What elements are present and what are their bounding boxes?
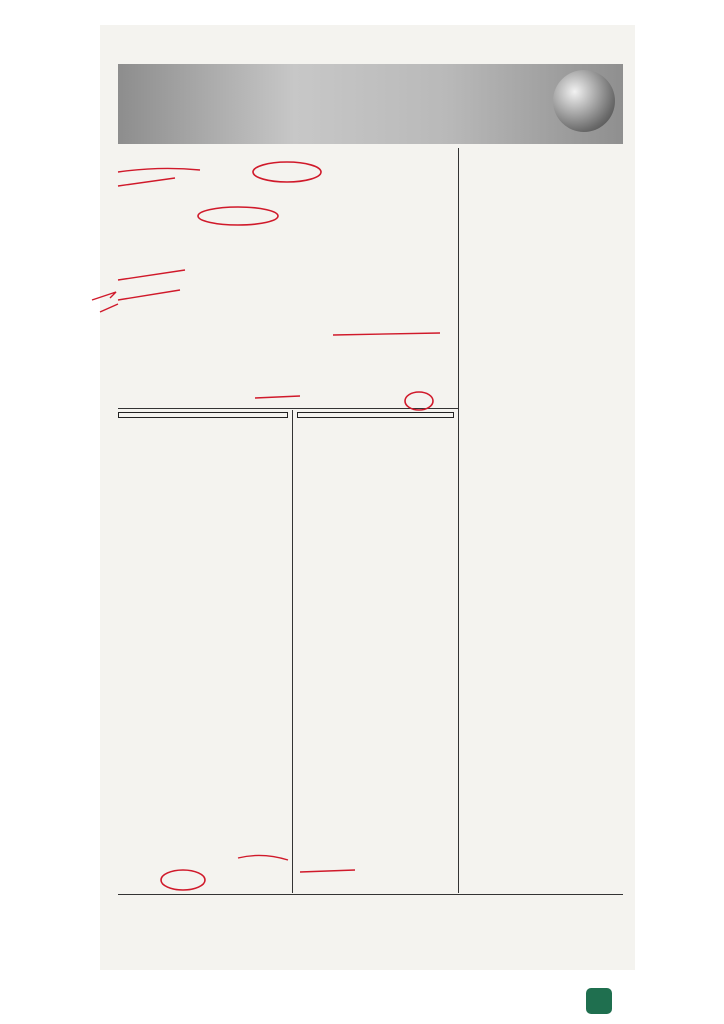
circle-mark <box>405 392 433 410</box>
arrow-mark <box>92 292 118 312</box>
circle-mark <box>198 207 278 225</box>
circle-mark <box>253 162 321 182</box>
circle-mark <box>161 870 205 890</box>
camscanner-logo-icon <box>586 988 612 1014</box>
underline-mark <box>118 168 200 300</box>
underline-mark <box>238 333 440 872</box>
